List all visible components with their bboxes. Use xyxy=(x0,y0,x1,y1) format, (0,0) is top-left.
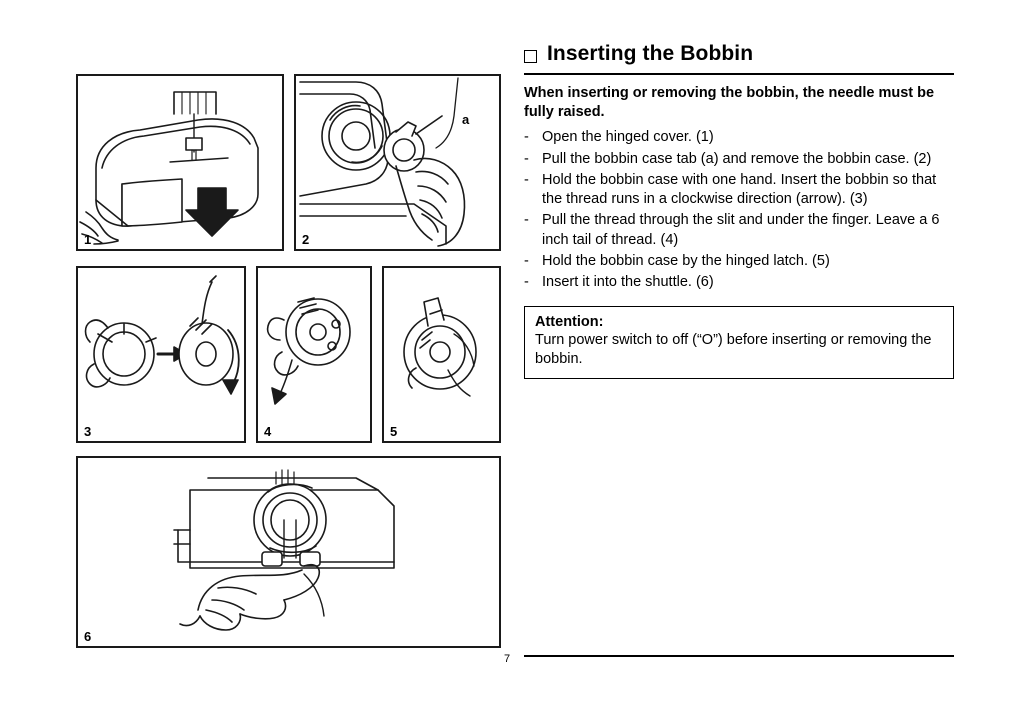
steps-list xyxy=(524,128,954,292)
figure-2-label-a: a xyxy=(462,112,470,127)
heading-divider xyxy=(524,73,954,75)
list-item xyxy=(524,150,954,169)
step-dash: - xyxy=(524,274,529,291)
figure-6 xyxy=(76,456,501,648)
step-dash: - xyxy=(524,252,529,269)
figure-6-number: 6 xyxy=(84,629,92,644)
step-dash: - xyxy=(524,150,529,167)
attention-box xyxy=(524,306,954,380)
step-text: Insert it into the shuttle. (6) xyxy=(542,274,714,291)
section-title: Inserting the Bobbin xyxy=(547,42,754,65)
section-heading xyxy=(524,42,954,66)
step-text: Pull the thread through the slit and under the finger. Leave a 6 inch tail of thread. (4) xyxy=(542,212,940,248)
step-dash: - xyxy=(524,129,529,146)
list-item xyxy=(524,273,954,292)
footer-divider xyxy=(524,655,954,657)
figure-3-number: 3 xyxy=(84,424,92,439)
figure-2 xyxy=(294,74,501,251)
figure-5-illustration xyxy=(384,268,499,441)
step-dash: - xyxy=(524,212,529,229)
lead-paragraph: When inserting or removing the bobbin, the needle must be fully raised. xyxy=(524,85,935,121)
figure-6-illustration xyxy=(78,458,499,646)
attention-body: Turn power switch to off (“O”) before inserting or removing the bobbin. xyxy=(535,331,932,367)
instructions-column xyxy=(524,42,954,379)
figure-5 xyxy=(382,266,501,443)
list-item xyxy=(524,171,954,210)
figure-1-illustration xyxy=(78,76,282,249)
step-text: Hold the bobbin case with one hand. Insert the bobbin so that the thread runs in a clockwise direction (arrow). (3) xyxy=(542,171,937,208)
figure-2-number: 2 xyxy=(302,232,310,247)
list-item xyxy=(524,252,954,271)
step-dash: - xyxy=(524,171,529,188)
figure-4-illustration xyxy=(258,268,370,441)
square-bullet-icon xyxy=(524,50,537,63)
figure-4 xyxy=(256,266,372,443)
page-number: 7 xyxy=(504,653,511,665)
figure-1-number: 1 xyxy=(84,232,92,247)
figure-1 xyxy=(76,74,284,251)
figure-4-number: 4 xyxy=(264,424,272,439)
step-text: Pull the bobbin case tab (a) and remove the bobbin case. (2) xyxy=(542,150,932,167)
attention-title: Attention: xyxy=(535,313,604,330)
figure-3 xyxy=(76,266,246,443)
list-item xyxy=(524,211,954,250)
list-item xyxy=(524,128,954,147)
step-text: Hold the bobbin case by the hinged latch. (5) xyxy=(542,252,830,269)
figure-2-illustration xyxy=(296,76,499,249)
figure-5-number: 5 xyxy=(390,424,398,439)
step-text: Open the hinged cover. (1) xyxy=(542,129,714,146)
figure-3-illustration xyxy=(78,268,244,441)
